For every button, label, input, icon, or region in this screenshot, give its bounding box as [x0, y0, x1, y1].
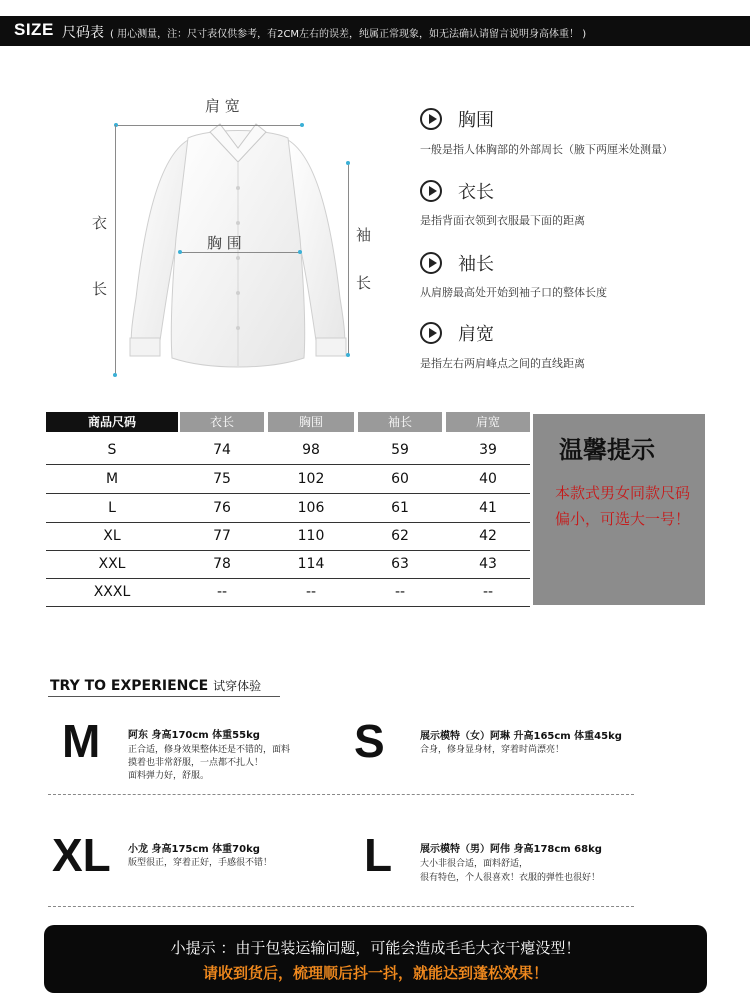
model-desc-line: 大小非很合适，面料舒适，	[420, 859, 529, 869]
table-header-cell: 商品尺码	[46, 412, 178, 432]
table-cell: 75	[213, 471, 231, 487]
header-size-label: SIZE	[14, 20, 54, 39]
model-desc-line: 版型很正，穿着正好，手感很不错！	[128, 858, 273, 868]
explanation-desc: 一般是指人体胸部的外部周长（腋下两厘米处测量）	[420, 143, 673, 156]
model-name: 展示模特（男）阿伟 身高178cm 68kg	[420, 844, 602, 855]
model-name: 展示模特（女）阿琳 升高165cm 体重45kg	[420, 731, 622, 742]
chest-left-dot	[178, 250, 182, 254]
shoulder-right-dot	[300, 123, 304, 127]
table-header-cell: 袖长	[358, 412, 442, 432]
table-cell: XXXL	[93, 584, 131, 600]
size-letter: XL	[52, 829, 111, 881]
table-cell: --	[216, 584, 228, 600]
explanation-desc: 从肩膀最高处开始到袖子口的整体长度	[420, 286, 607, 299]
model-desc-line: 面料弹力好，舒服。	[128, 771, 210, 781]
table-cell: --	[305, 584, 317, 600]
table-cell: --	[394, 584, 406, 600]
table-cell: S	[107, 442, 117, 458]
sleeve-label-bottom: 长	[356, 274, 372, 292]
play-icon	[420, 322, 442, 344]
table-cell: 74	[213, 442, 231, 458]
explanation-title: 肩宽	[458, 324, 494, 345]
explanation-desc: 是指左右两肩峰点之间的直线距离	[420, 357, 585, 370]
sleeve-measure-line	[348, 163, 349, 355]
table-row	[46, 578, 530, 607]
play-icon	[420, 252, 442, 274]
table-cell: 76	[213, 500, 231, 516]
table-row	[46, 550, 530, 579]
try-title-cn: 试穿体验	[213, 679, 262, 693]
explanation-title: 衣长	[458, 182, 494, 203]
table-cell: 106	[297, 500, 325, 516]
table-cell: 62	[391, 528, 409, 544]
length-measure-line	[115, 125, 116, 375]
model-name: 阿东 身高170cm 体重55kg	[128, 730, 260, 741]
sleeve-top-dot	[346, 161, 350, 165]
explanation-title: 袖长	[458, 254, 494, 275]
sleeve-bottom-dot	[346, 353, 350, 357]
banner-line-2: 请收到货后，梳理顺后抖一抖，就能达到蓬松效果！	[202, 964, 548, 982]
table-cell: XL	[103, 528, 121, 544]
table-row	[46, 494, 530, 523]
table-cell: 98	[302, 442, 320, 458]
table-cell: 78	[213, 556, 231, 572]
length-label-bottom: 长	[92, 280, 108, 298]
tip-text: 本款式男女同款尺码偏小，可选大一号！	[555, 484, 691, 528]
sleeve-label-top: 袖	[356, 226, 372, 244]
table-cell: 60	[391, 471, 409, 487]
table-cell: 41	[479, 500, 497, 516]
divider	[48, 696, 280, 697]
explanation-title: 胸围	[458, 110, 494, 131]
table-cell: 102	[297, 471, 325, 487]
header-title: 尺码表	[62, 25, 104, 41]
shoulder-measure-line	[116, 125, 302, 126]
model-desc-line: 摸着也非常舒服，一点都不扎人！	[128, 758, 264, 768]
table-cell: M	[105, 471, 119, 487]
table-cell: 59	[391, 442, 409, 458]
table-cell: 40	[479, 471, 497, 487]
chest-label: 胸 围	[207, 234, 242, 252]
table-cell: --	[482, 584, 494, 600]
length-bottom-dot	[113, 373, 117, 377]
table-cell: 63	[391, 556, 409, 572]
table-header-cell: 肩宽	[446, 412, 530, 432]
table-cell: 77	[213, 528, 231, 544]
table-cell: 114	[297, 556, 325, 572]
table-row	[46, 436, 530, 465]
chest-right-dot	[298, 250, 302, 254]
model-desc-line: 合身，修身显身材，穿着时尚漂亮！	[420, 745, 565, 755]
length-label-top: 衣	[92, 214, 108, 232]
dashed-divider	[48, 906, 634, 907]
table-header-cell: 胸围	[268, 412, 354, 432]
tip-title: 温馨提示	[559, 436, 655, 464]
table-cell: 61	[391, 500, 409, 516]
size-letter: S	[354, 715, 385, 767]
dashed-divider	[48, 794, 634, 795]
banner-line-1: 小提示 ：由于包装运输问题，可能会造成毛毛大衣干瘪没型！	[170, 939, 581, 957]
tip-box	[533, 414, 705, 605]
table-row	[46, 465, 530, 494]
header-bar	[0, 16, 750, 46]
table-header-cell: 衣长	[180, 412, 264, 432]
size-letter: M	[62, 715, 101, 767]
model-desc-line: 正合适，修身效果整体还是不错的，面料	[128, 745, 291, 755]
table-cell: XXL	[98, 556, 126, 572]
model-name: 小龙 身高175cm 体重70kg	[128, 844, 260, 855]
try-title-en: TRY TO EXPERIENCE	[50, 678, 209, 694]
size-letter: L	[364, 829, 393, 881]
table-cell: L	[108, 500, 116, 516]
play-icon	[420, 180, 442, 202]
shoulder-label: 肩 宽	[205, 97, 240, 115]
table-header-row	[46, 412, 530, 432]
header-note: ( 用心测量，注：尺寸表仅供参考，有2CM左右的误差，纯属正常现象，如无法确认请留言说明身高体重！ )	[110, 29, 587, 40]
try-experience-title	[50, 677, 261, 694]
explanation-desc: 是指背面衣领到衣服最下面的距离	[420, 214, 585, 227]
table-cell: 42	[479, 528, 497, 544]
table-cell: 39	[479, 442, 497, 458]
table-cell: 43	[479, 556, 497, 572]
table-row	[46, 522, 530, 551]
play-icon	[420, 108, 442, 130]
bottom-banner	[44, 925, 707, 993]
model-desc-line: 很有特色，个人很喜欢！衣服的弹性也很好！	[420, 873, 601, 883]
table-cell: 110	[297, 528, 325, 544]
